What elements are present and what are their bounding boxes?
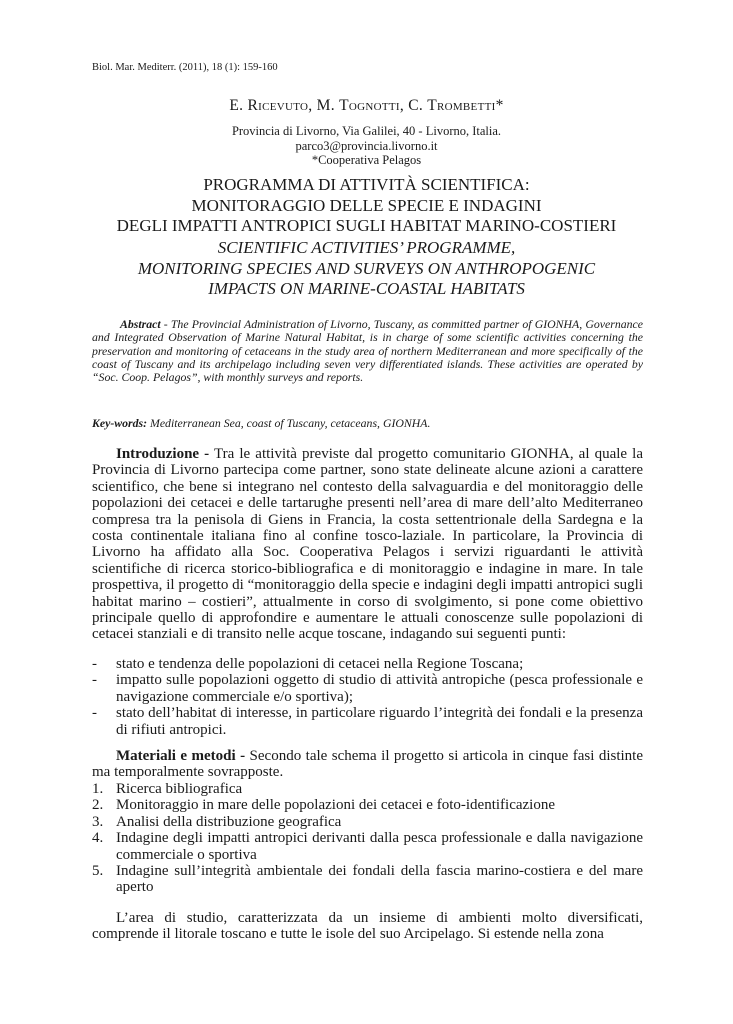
title-line: MONITORING SPECIES AND SURVEYS ON ANTHROPOGENIC bbox=[137, 258, 596, 278]
keywords-text: Mediterranean Sea, coast of Tuscany, cetaceans, GIONHA. bbox=[147, 416, 431, 430]
author: C. Trombetti* bbox=[408, 97, 504, 114]
title-line: PROGRAMMA DI ATTIVITÀ SCIENTIFICA: bbox=[203, 175, 530, 194]
list-item: 3. Analisi della distribuzione geografica bbox=[92, 813, 342, 830]
introduction-paragraph bbox=[92, 446, 643, 643]
list-item: - stato dell’habitat di interesse, in particolare riguardo l’integrità dei fondali e la presenza di rifiuti antropici. bbox=[92, 705, 643, 738]
list-item: 5. Indagine sull’integrità ambientale dei fondali della fascia marino-costiera e del mare aperto bbox=[92, 863, 643, 896]
list-item: - stato e tendenza delle popolazioni di cetacei nella Regione Toscana; bbox=[92, 656, 524, 672]
title-line: IMPACTS ON MARINE-COASTAL HABITATS bbox=[208, 279, 525, 298]
methods-heading: Materiali e metodi - bbox=[116, 748, 246, 764]
title-italian bbox=[0, 175, 733, 237]
title-line: MONITORAGGIO DELLE SPECIE E INDAGINI bbox=[191, 195, 542, 215]
research-points-list bbox=[92, 656, 643, 738]
abstract bbox=[92, 318, 643, 384]
list-item: 1. Ricerca bibliografica bbox=[92, 781, 243, 797]
study-area-paragraph: L’area di studio, caratterizzata da un insieme di ambienti molto diversificati, comprende il litorale toscano e tutte le isole del suo Arcipelago. Si estende nella zona bbox=[92, 910, 643, 943]
introduction-heading: Introduzione - bbox=[116, 446, 210, 462]
title-english bbox=[0, 238, 733, 300]
affiliation-address: Provincia di Livorno, Via Galilei, 40 - Livorno, Italia. bbox=[231, 124, 502, 138]
journal-citation: Biol. Mar. Mediterr. (2011), 18 (1): 159-160 bbox=[92, 62, 278, 73]
methods-text: Secondo tale schema il progetto si articola in cinque fasi distinte ma temporalmente sovrapposte. bbox=[92, 748, 644, 781]
introduction-text: Tra le attività previste dal progetto comunitario GIONHA, al quale la Provincia di Livorno partecipa come partner, sono state delineate alcune azioni a carattere scientifico, che bene si integrano nel contesto della salvaguardia e del monitoraggio delle popolazioni dei cetacei e delle tartarughe presenti nell’area di mare dell’alto Mediterraneo compresa tra la penisola di Giens in Francia, la costa settentrionale della Sardegna e la costa continentale italiana fino al confine tosco-laziale. In particolare, la Provincia di Livorno ha affidato alla Soc. Cooperativa Pelagos i servizi riguardanti le attività scientifiche di ricerca storico-bibliografica e di monitoraggio e indagine in mare. In tale prospettiva, il progetto di “monitoraggio della specie e indagini degli impatti antropici sugli habitat marino – costieri”, attualmente in corso di svolgimento, si pone come obiettivo principale quello di approfondire e aumentare le attuali conoscenze sulle popolazioni di cetacei stanziali e di transito nelle acque toscane, indagando sui seguenti punti: bbox=[92, 446, 644, 643]
list-item: 4. Indagine degli impatti antropici derivanti dalla pesca professionale e dalla navigazione commerciale o sportiva bbox=[92, 830, 643, 863]
abstract-text: - The Provincial Administration of Livorno, Tuscany, as committed partner of GIONHA, Governance and Integrated Observation of Marine Natural Habitat, is in charge of some scientific activities concerning the preservation and monitoring of cetaceans in the study area of northern Mediterranean and more specifically of the coast of Tuscany and its archipelago including seven very differentiated islands. These activities are operated by “Soc. Coop. Pelagos”, with monthly surveys and reports. bbox=[92, 317, 643, 385]
project-phases-list bbox=[92, 781, 643, 896]
author: E. Ricevuto, bbox=[229, 97, 317, 114]
affiliation-email: parco3@provincia.livorno.it bbox=[295, 138, 438, 153]
title-line: SCIENTIFIC ACTIVITIES’ PROGRAMME, bbox=[217, 238, 516, 257]
author-list bbox=[0, 97, 733, 115]
abstract-label: Abstract bbox=[120, 317, 161, 331]
list-item: - impatto sulle popolazioni oggetto di studio di attività antropiche (pesca professionale e navigazione commerciale e/o sportiva); bbox=[92, 672, 643, 705]
keywords bbox=[92, 416, 643, 431]
keywords-label: Key-words: bbox=[92, 416, 148, 430]
affiliation-coop: *Cooperativa Pelagos bbox=[311, 153, 422, 167]
affiliation bbox=[0, 124, 733, 168]
title-line: DEGLI IMPATTI ANTROPICI SUGLI HABITAT MARINO-COSTIERI bbox=[116, 216, 617, 235]
list-item: 2. Monitoraggio in mare delle popolazioni dei cetacei e foto-identificazione bbox=[92, 797, 555, 814]
author: M. Tognotti, bbox=[316, 97, 409, 114]
methods-paragraph bbox=[92, 748, 643, 781]
